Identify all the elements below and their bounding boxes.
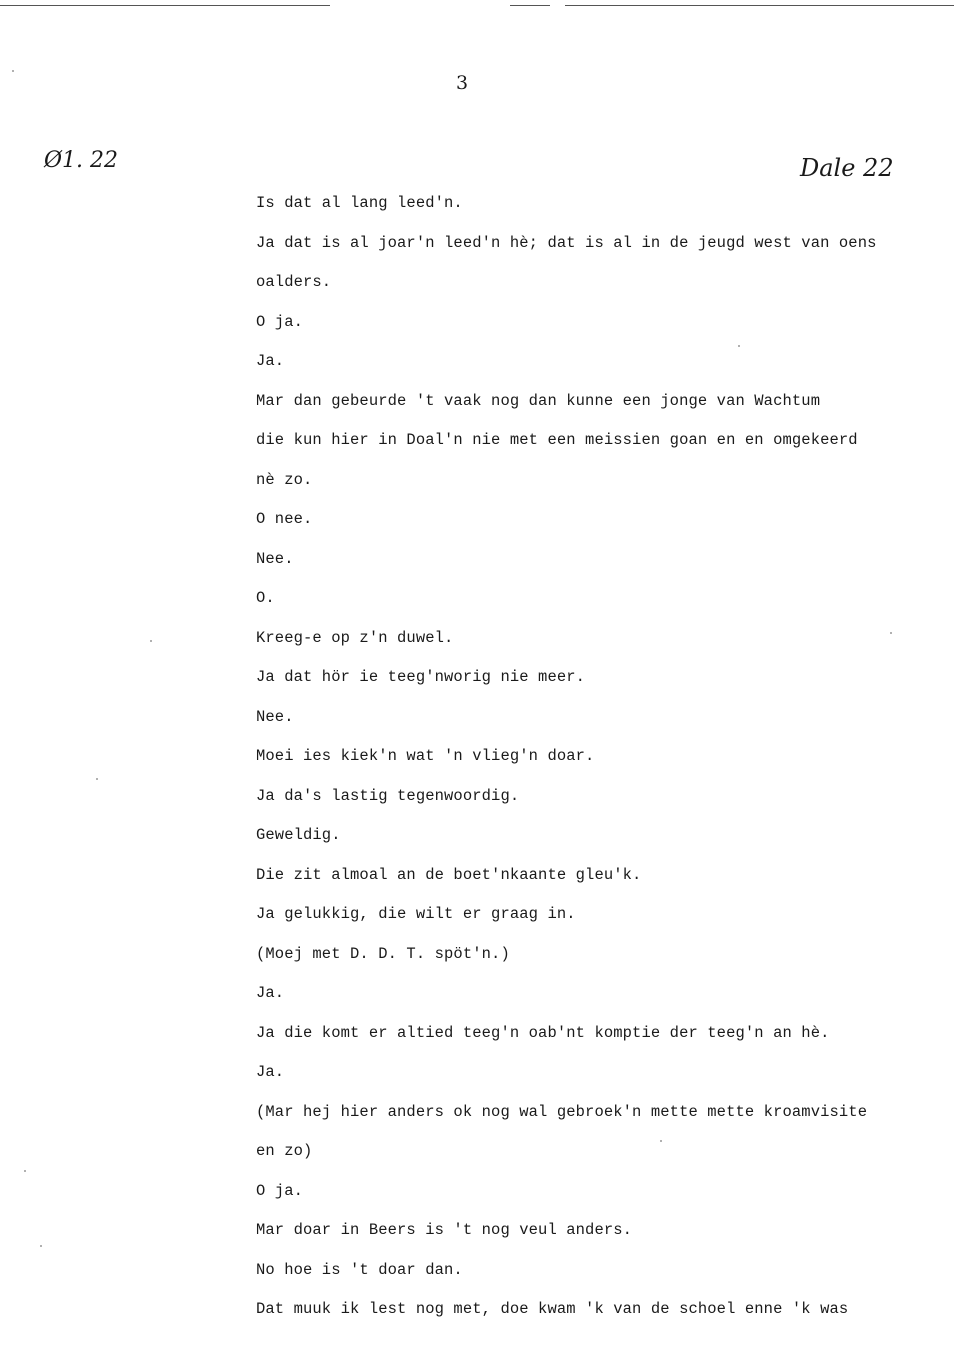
- transcript-line: Geweldig.: [256, 826, 341, 844]
- transcript-line: Moei ies kiek'n wat 'n vlieg'n doar.: [256, 747, 595, 765]
- transcript-line: Nee.: [256, 707, 294, 726]
- transcript-line: Ja dat hör ie teeg'nworig nie meer.: [256, 668, 586, 686]
- transcript-line: Ja da's lastig tegenwoordig.: [256, 786, 520, 805]
- transcript-line: en zo): [256, 1142, 313, 1160]
- page-number: 3: [456, 72, 469, 94]
- paper-speck: [24, 1170, 26, 1172]
- transcript-line: Die zit almoal an de boet'nkaante gleu'k.: [256, 865, 642, 884]
- transcript-line: nè zo.: [256, 470, 313, 489]
- transcript-line: (Mar hej hier anders ok nog wal gebroek'n mette mette kroamvisite: [256, 1102, 868, 1121]
- transcript-line: Kreeg-e op z'n duwel.: [256, 628, 454, 647]
- transcript-line: Mar doar in Beers is 't nog veul anders.: [256, 1221, 633, 1239]
- paper-speck: [40, 1245, 42, 1247]
- paper-speck: [890, 632, 892, 634]
- top-rule-left: [0, 5, 330, 6]
- paper-speck: [96, 778, 98, 780]
- transcript-line: die kun hier in Doal'n nie met een meissien goan en en omgekeerd: [256, 431, 858, 449]
- paper-speck: [12, 70, 14, 72]
- transcript-line: Dat muuk ik lest nog met, doe kwam 'k van de schoel enne 'k was: [256, 1300, 849, 1318]
- handwritten-annotation-left: Ø1. 22: [44, 148, 119, 173]
- transcript-line: Ja gelukkig, die wilt er graag in.: [256, 905, 576, 923]
- transcript-line: Nee.: [256, 549, 294, 568]
- paper-speck: [660, 1140, 662, 1142]
- top-rule-middle: [510, 5, 550, 6]
- transcript-line: Ja die komt er altied teeg'n oab'nt komptie der teeg'n an hè.: [256, 1023, 830, 1042]
- transcript-line: oalders.: [256, 273, 332, 291]
- transcript-line: O ja.: [256, 1181, 304, 1200]
- top-rule-right: [565, 5, 954, 6]
- transcript-line: (Moej met D. D. T. spöt'n.): [256, 944, 510, 963]
- transcript-line: O ja.: [256, 312, 304, 331]
- transcript-line: Ja.: [256, 984, 285, 1002]
- handwritten-annotation-right: Dale 22: [800, 154, 894, 182]
- transcript-line: Ja dat is al joar'n leed'n hè; dat is al in de jeugd west van oens: [256, 233, 877, 252]
- paper-speck: [150, 640, 152, 642]
- transcript-line: Mar dan gebeurde 't vaak nog dan kunne een jonge van Wachtum: [256, 391, 821, 410]
- transcript-line: O nee.: [256, 510, 313, 528]
- transcript-line: No hoe is 't doar dan.: [256, 1260, 463, 1279]
- transcript-line: Ja.: [256, 352, 285, 370]
- transcript-line: O.: [256, 589, 275, 607]
- paper-speck: [738, 345, 740, 347]
- transcript-body: [256, 192, 936, 1338]
- transcript-line: Ja.: [256, 1063, 285, 1081]
- transcript-line: Is dat al lang leed'n.: [256, 194, 463, 212]
